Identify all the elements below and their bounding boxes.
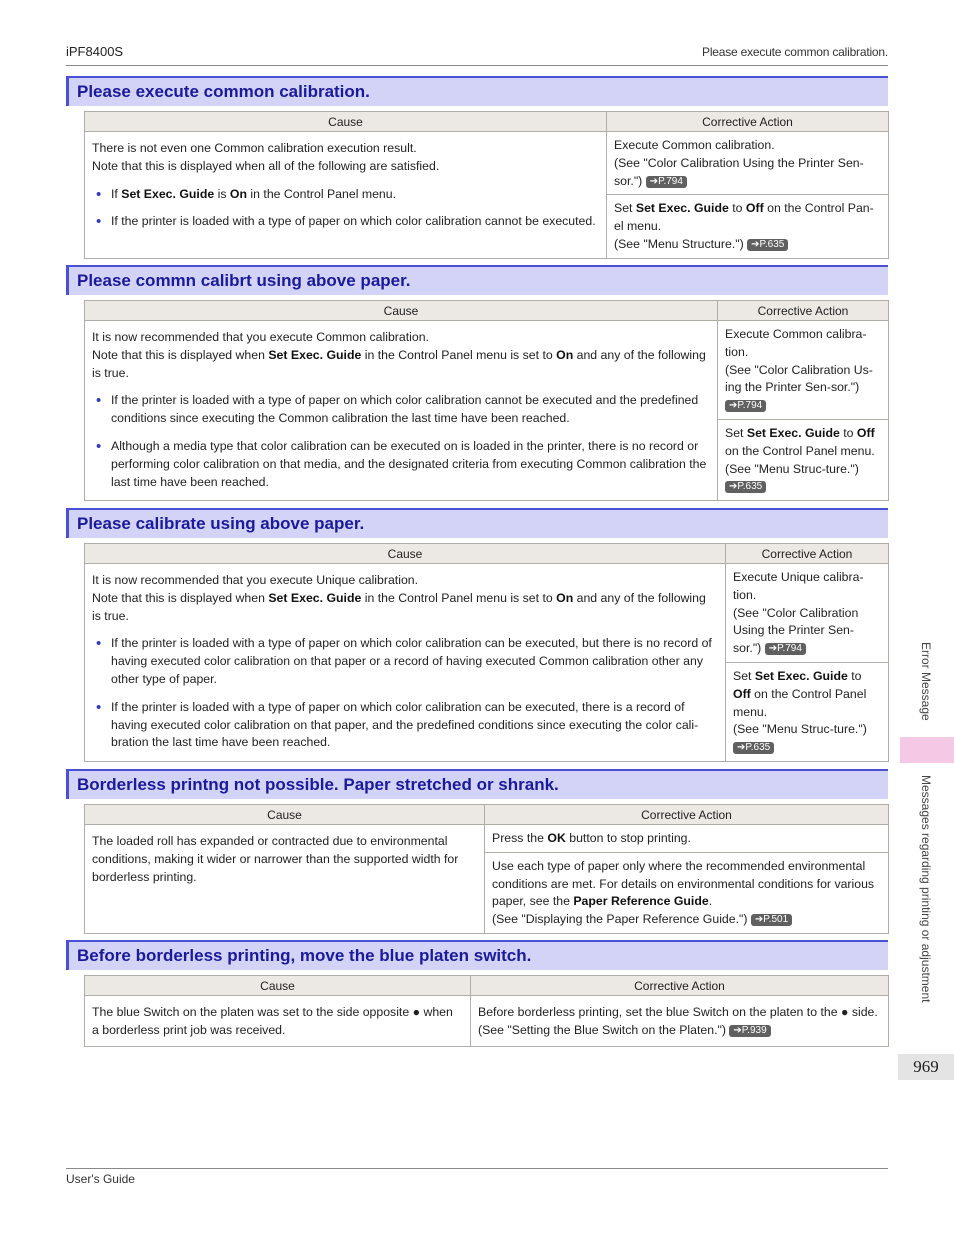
page-link[interactable]: ➔P.794 [725,400,766,412]
bullet-icon: • [96,392,102,410]
section-borderless-stretched [66,769,888,934]
cause-text: There is not even one Common calibration execution result. [92,141,417,155]
section-title: Please commn calibrt using above paper. [66,265,888,295]
bullet-icon: • [96,437,102,455]
column-header-action: Corrective Action [726,544,889,564]
header-model: iPF8400S [66,44,124,59]
header-running-title: Please execute common calibration. [702,45,888,59]
error-table [84,300,889,501]
bullet-icon: • [96,698,102,716]
page-link[interactable]: ➔P.501 [751,914,792,926]
footer-rule [66,1168,888,1169]
action-cell: Set Set Exec. Guide to Off on the Control Panel menu. (See "Menu Struc-ture.") ➔P.635 [726,662,889,761]
action-cell: Before borderless printing, set the blue Switch on the platen to the ● side. (See "Setting the Blue Switch on the Platen.") ➔P.939 [471,996,889,1047]
cause-cell: It is now recommended that you execute Unique calibration. Note that this is displayed when Set Exec. Guide in the Control Panel menu is set to On and any of the following is true. • If the printer is loaded with a type of paper on which color calibration can be executed, but there is no record of having executed color calibration on that paper or a record of having executed Common calibration other any other type of paper. • If the printer is loaded with a type of paper on which color calibration can be executed, there is a record of having executed color calibration on that paper, and the predefined conditions since executing the color cali-bration the last time have been reached. [85,564,726,762]
list-item: • If Set Exec. Guide is On in the Control Panel menu. [96,185,397,203]
page-link[interactable]: ➔P.635 [725,481,766,493]
column-header-cause: Cause [85,301,718,321]
column-header-action: Corrective Action [718,301,889,321]
column-header-cause: Cause [85,112,607,132]
page-link[interactable]: ➔P.794 [765,643,806,655]
column-header-cause: Cause [85,544,726,564]
error-table [84,975,889,1047]
column-header-cause: Cause [85,976,471,996]
bullet-icon: • [96,213,102,231]
page-link[interactable]: ➔P.635 [747,239,788,251]
column-header-cause: Cause [85,805,485,825]
section-commn-calibrt [66,265,888,501]
action-cell: Set Set Exec. Guide to Off on the Control Pan-el menu. (See "Menu Structure.") ➔P.635 [607,195,889,258]
section-title: Please calibrate using above paper. [66,508,888,538]
action-cell: Execute Unique calibra-tion. (See "Color Calibration Using the Printer Sen-sor.") ➔P.794 [726,564,889,663]
cause-cell [85,132,607,259]
error-table [84,543,889,762]
action-cell: Use each type of paper only where the recommended environmental conditions are met. For details on environmental conditions for various paper, see the Paper Reference Guide. (See "Displaying the Paper Reference Guide.") ➔P.501 [485,852,889,933]
section-blue-platen-switch [66,940,888,1047]
page-link[interactable]: ➔P.794 [646,176,687,188]
error-table [84,804,889,934]
section-title: Borderless printng not possible. Paper stretched or shrank. [66,769,888,799]
section-title: Before borderless printing, move the blue platen switch. [66,940,888,970]
bullet-icon: • [96,185,102,203]
section-common-calibration [66,76,888,259]
sidebar-tab-marker [900,737,954,763]
column-header-action: Corrective Action [607,112,889,132]
sidebar-subsection-label: Messages regarding printing or adjustment [919,775,933,1003]
footer-guide-title: User's Guide [66,1172,135,1186]
sidebar-section-label: Error Message [919,642,933,721]
page-number: 969 [898,1054,954,1080]
action-cell: Execute Common calibration. (See "Color Calibration Using the Printer Sen-sor.") ➔P.794 [607,132,889,195]
section-title: Please execute common calibration. [66,76,888,106]
condition-list [92,186,599,232]
header-rule [66,65,888,66]
action-cell: Execute Common calibra-tion. (See "Color Calibration Us-ing the Printer Sen-sor.") ➔P.794 [718,321,889,420]
condition-list [92,635,718,752]
list-item: • Although a media type that color calibration can be executed on is loaded in the printer, there is no record or performing color calibration on that media, and the designated criteria from executing Common calibration the last time have been reached. [96,437,707,489]
page-link[interactable]: ➔P.635 [733,742,774,754]
page-link[interactable]: ➔P.939 [729,1025,770,1037]
list-item: • If the printer is loaded with a type of paper on which color calibration cannot be executed and the predefined conditions since executing the Common calibration the last time have been reached. [96,392,699,426]
section-calibrate-above-paper [66,508,888,762]
cause-text: Note that this is displayed when all of the following are satisfied. [92,158,440,173]
error-table [84,111,889,259]
cause-cell: It is now recommended that you execute Common calibration. Note that this is displayed when Set Exec. Guide in the Control Panel menu is set to On and any of the following is true. • If the printer is loaded with a type of paper on which color calibration cannot be executed and the predefined conditions since executing the Common calibration the last time have been reached. • Although a media type that color calibration can be executed on is loaded in the printer, there is no record or performing color calibration on that media, and the designated criteria from executing Common calibration the last time have been reached. [85,321,718,501]
column-header-action: Corrective Action [471,976,889,996]
cause-cell: The blue Switch on the platen was set to the side opposite ● when a borderless print job was received. [85,996,471,1047]
list-item: • If the printer is loaded with a type of paper on which color calibration can be executed, there is a record of having executed color calibration on that paper, and the predefined conditions since executing the color cali-bration the last time have been reached. [96,698,699,750]
column-header-action: Corrective Action [485,805,889,825]
list-item: • If the printer is loaded with a type of paper on which color calibration can be executed, but there is no record of having executed color calibration on that paper or a record of having executed Common calibration other any other type of paper. [96,635,712,686]
bullet-icon: • [96,635,102,653]
action-cell: Press the OK button to stop printing. [485,825,889,853]
condition-list [92,392,710,491]
list-item: • If the printer is loaded with a type of paper on which color calibration cannot be executed. [96,213,596,231]
cause-cell: The loaded roll has expanded or contracted due to environmental conditions, making it wider or narrower than the supported width for borderless printing. [85,825,485,934]
action-cell: Set Set Exec. Guide to Off on the Control Panel menu. (See "Menu Struc-ture.") ➔P.635 [718,419,889,500]
